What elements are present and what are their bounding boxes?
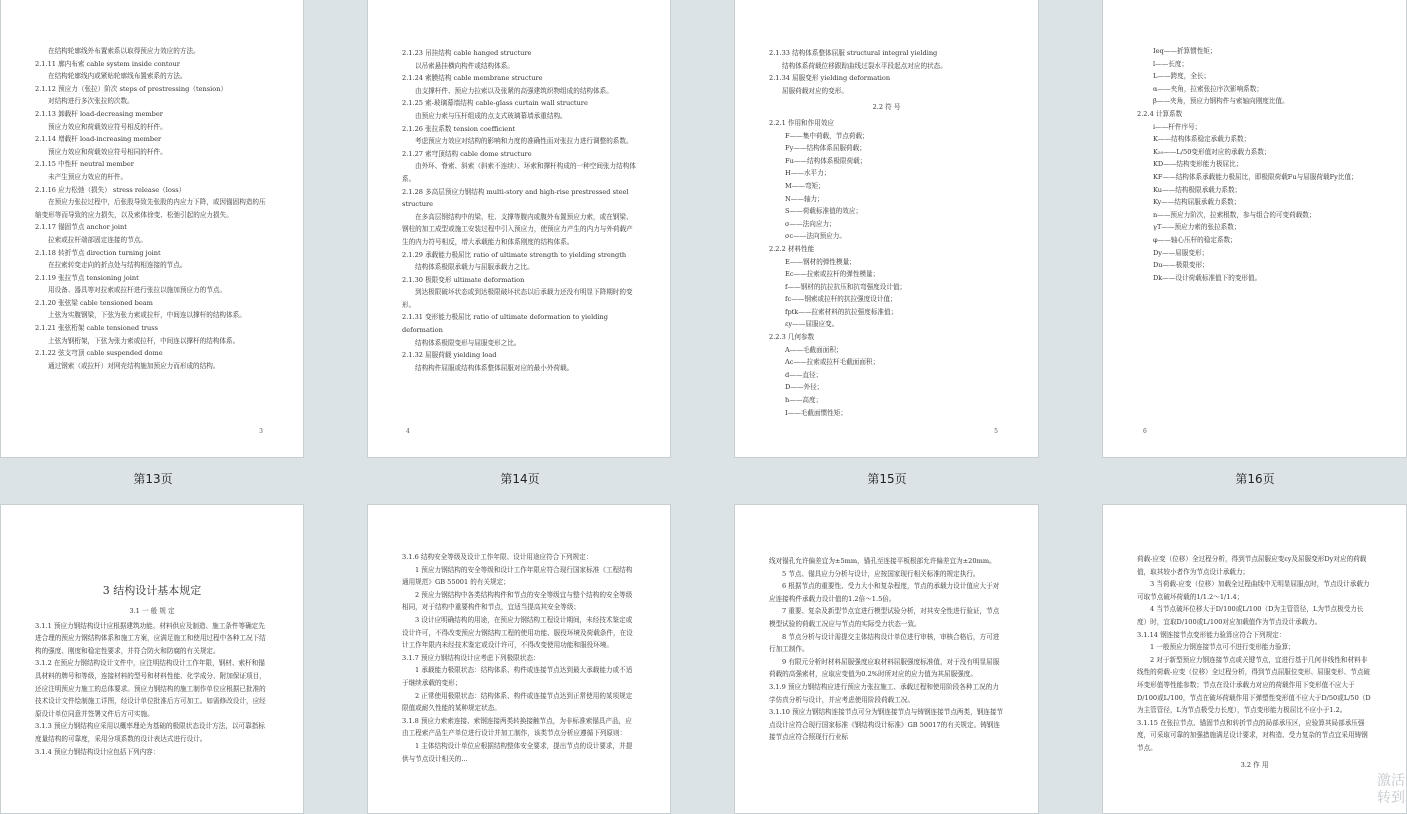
page-19-text: 线对锚孔允许偏差宜为±5mm，锚孔至连接平板根部允许偏差宜为±20mm。 5 节点、锚具应力分析与设计，应按国家现行相关标准的规定执行。 6 根据节点的重要性、受力大小和复杂程度，节点的承载力设计值应大于对应连接构件承载力设计值的1.2倍～1.5倍。 7 重要、复杂及新型节点宜进行模型试验分析，对其安全性进行验证，节点模型试验的荷载工况应与节点的实际受力状态一致。 8 节点分析与设计需提交主体结构设计单位进行审核，审核合格后，方可进行加工制作。 9 有限元分析时材料屈服强度应取材料屈服强度标准值，对于没有明显屈服荷载的高强索材，应取应变值为0.2%时所对应的应力值为其屈服强度。 3.1.9 预应力钢结构应进行预应力张拉施工、承载过程和使用阶段各种工况的力学仿真分析与设计，并应考虑使用阶段荷载工况。 3.1.10 预应力钢结构连接节点可分为钢连接节点与铸钢连接节点两类，钢连接节点设计应符合现行国家标准《钢结构设计标准》GB 50017的有关规定。铸钢连接节点应符合照现行行业标	[769, 557, 1004, 742]
page-17[interactable]	[0, 504, 304, 814]
page-14[interactable]	[367, 0, 671, 458]
page-15[interactable]	[734, 0, 1039, 458]
page-caption-15[interactable]: 第15页	[867, 472, 907, 486]
page-14-text: 2.1.23 吊挂结构 cable hanged structure 以吊索悬挂横向构件或结构体系。 2.1.24 索膜结构 cable membrane structure 由支撑杆件、预应力拉索以及张紧的高强建筑织物组成的结构体系。 2.1.25 索-玻璃幕墙结构 cable-glass curtain wall structure 由预应力索与压杆组成的点支式玻璃幕墙承重结构。 2.1.26 张拉系数 tension coefficient 考虑预应力效应对结构的影响和力度的准确性而对张拉力进行调整的系数。 2.1.27 索穹顶结构 cable dome structure 由外环、脊索、斜索（斜索不连续）、环索和撑杆构成的一种空间张力结构体系。 2.1.28 多高层预应力钢结构 multi-story and high-rise prestressed steel structure 在多高层钢结构中的梁、柱、支撑等腹内或腹外布置预应力索，或在钢梁、钢柱的加工成型或施工安装过程中引入预应力，使预应力产生的内力与外荷载产生的内力符号相反，增大承载能力和体系刚度的结构体系。 2.1.29 承载能力极屈比 ratio of ultimate strength to yielding strength 结构体系极限承载力与屈服承载力之比。 2.1.30 极限变形 ultimate deformation 到达极限破坏状态或到达极限破坏状态以后承载力还没有明显下降期时的变形。 2.1.31 变形能力极屈比 ratio of ultimate deformation to yielding deformation 结构体系极限变形与屈服变形之比。 2.1.32 屈服荷载 yielding load 结构构件屈服或结构体系整体屈服对应的最小外荷载。	[402, 49, 636, 372]
page-caption-14[interactable]: 第14页	[500, 472, 540, 486]
page-caption-13[interactable]: 第13页	[133, 472, 173, 486]
page-18-text: 3.1.6 结构安全等级及设计工作年限、设计用途应符合下列规定： 1 预应力钢结构的安全等级和设计工作年限应符合现行国家标准《工程结构通用规范》GB 55001 的有关规定； 2 预应力钢结构中各类结构构件和节点的安全等级宜与整个结构的安全等级相同，对于结构中重要构件和节点，宜适当提高其安全等级； 3 设计应明确结构的用途，在预应力钢结构工程设计期间，未经技术鉴定或设计许可，不得改变预应力钢结构工程的使用功能、服役环境及荷载条件，在设计工作年限内未经技术鉴定或设计许可，不得改变使用功能和服役环境。 3.1.7 预应力钢结构设计应考虑下列极限状态： 1 承载能力极限状态：结构体系、构件或连接节点达到最大承载能力或不适于继续承载的变形； 2 正常使用极限状态：结构体系、构件或连接节点达到正常使用的某项规定限值或耐久性能的某种规定状态。 3.1.8 预应力索索连接、索钢连接两类转换接触节点，为非标准索锚具产品，应由工程索产品生产单位进行设计并加工制作，该类节点分析应遵循下列原则： 1 主体结构设计单位应根据结构整体安全要求，提出节点的设计要求，并提供与节点设计相关的...	[402, 553, 633, 763]
page-20[interactable]	[1102, 504, 1407, 814]
chapter-title: 3 结构设计基本规定	[102, 584, 202, 597]
page-number: 6	[1143, 428, 1147, 435]
page-number: 5	[994, 428, 998, 435]
page-15-text: 2.1.33 结构体系整体屈服 structural integral yielding 结构体系荷载位移跟踪曲线过裂水平段起点对应的状态。 2.1.34 屈服变形 yielding deformation 屈服荷载对应的变形。 2.2 符 号 2.2.1 作用和作用效应 F——集中荷载，节点荷载； Fy——结构体系屈服荷载； Fu——结构体系极限荷载； H——水平力； M——弯矩； N——轴力； S——荷载标准值的效应； σ——法向应力； σc——法向预应力。 2.2.2 材料性能 E——钢材的弹性模量； Ec——拉索或拉杆的弹性模量； f——钢材的抗拉抗压和抗弯强度设计值； fc——钢索或拉杆的抗拉强度设计值； fptk——拉索材料的抗拉强度标准值； εy——屈服应变。 2.2.3 几何参数 A——毛截面面积； Ac——拉索或拉杆毛截面面积； d——直径； D——外径； h——高度； I——毛截面惯性矩；	[769, 49, 947, 417]
page-16-text: Ieq——折算惯性矩； l——长度； L——跨度，全长； α——夹角，拉索张拉序次影响系数； β——夹角，预应力钢构件与索轴向刚度比值。 2.2.4 计算系数 i——杆件序号； K——结构体系稳定承载力系数； K₅₀——L/50变形值对应的承载力系数； KD——结构变形能力极屈比； KF——结构体系承载能力极屈比，即极限荷载Fu与屈服荷载Fy比值； Ku——结构极限承载力系数； Ky——结构屈服承载力系数； n——预应力阶次，拉索根数，参与组合的可变荷载数； γT——预应力索的张拉系数； φ——轴心压杆的稳定系数； Dy——屈服变形； Du——极限变形； Dk——设计荷载标准值下的变形值。	[1137, 47, 1358, 282]
page-caption-16[interactable]: 第16页	[1235, 472, 1275, 486]
activation-watermark: 激活 转到	[1377, 773, 1405, 806]
page-20-text: 荷载-应变（位移）全过程分析，得到节点屈服应变εy及屈服变形Dy对应的荷载值，取其较小者作为节点设计承载力； 3 当荷载-应变（位移）加载全过程曲线中无明显屈服点时，节点设计承载力可取节点破坏荷载的1/1.2～1/1.4； 4 当节点破坏位移大于D/100或L/100（D为主管管径，L为节点极受力长度）时，宜取D/100或L/100对应加载值作为节点设计承载力。 3.1.14 钢连接节点变形能力验算应符合下列规定： 1 一般预应力钢连接节点可不进行变形能力验算； 2 对于新型预应力钢连接节点或关键节点，宜进行基于几何非线性和材料非线性的荷载-应变（位移）全过程分析，得到节点屈服位变形、屈服变形、节点破坏变形值等性能参数；节点在设计承载力对应的荷载作用下变形值不应大于D/100或L/100，节点在破坏荷载作用下弹塑性变形值不应大于D/50或L/50（D为主管管径，L为节点极受力长度），节点变形能力极屈比不应小于1.2。 3.1.15 在张拉节点、锚固节点和转折节点的局部承压区，应验算其局部承压强度，可采取可靠的加强措施满足设计要求，对构造、受力复杂的节点宜采用铸钢节点。 3.2 作 用	[1137, 555, 1371, 769]
page-19[interactable]	[734, 504, 1039, 814]
page-13-text: 在结构轮廓线外布置索系以取得预应力效应的方法。 2.1.11 廓内布索 cable system inside contour 在结构轮廓线内或紧贴轮廓线布置索系的方法。 2.1.12 预应力（张拉）阶次 steps of prestressing（tension） 对结构进行多次张拉的次数。 2.1.13 卸载杆 load-decreasing member 预应力效应和荷载效应符号相反的杆件。 2.1.14 增载杆 load-increasing member 预应力效应和荷载效应符号相同的杆件。 2.1.15 中性杆 neutral member 未产生预应力效应的杆件。 2.1.16 应力松弛（损失） stress release（loss） 在预应力张拉过程中，后张股导致先张股的内应力下降，或因锚固构造的压缩变形等而导致的应力损失，以及索体徐变、松弛引起的应力损失。 2.1.17 锚固节点 anchor joint 拉索或拉杆端部固定连接的节点。 2.1.18 转折节点 direction turning joint 在拉索转变走向的折点处与结构相连接的节点。 2.1.19 张拉节点 tensioning joint 用设备、器具等对拉索或拉杆进行张拉以施加预应力的节点。 2.1.20 张弦梁 cable tensioned beam 上弦为实腹钢梁，下弦为张力索或拉杆，中间连以撑杆的结构体系。 2.1.21 张弦桁架 cable tensioned truss 上弦为钢桁架，下弦为张力索或拉杆，中间连以撑杆的结构体系。 2.1.22 弦支穹顶 cable suspended dome 通过钢索（或拉杆）对网壳结构施加预应力而形成的结构。	[35, 47, 266, 370]
page-number: 3	[259, 428, 263, 435]
page-18[interactable]	[367, 504, 671, 814]
page-17-text: 3 结构设计基本规定 3.1 一 般 规 定 3.1.1 预应力钢结构设计应根据建筑功能、材料供应及制造、施工条件等确定先进合理的预应力钢结构体系和施工方案，应满足施工和使用过程中各种工况下结构的强度、刚度和稳定性要求，并符合防火和防腐的有关规定。 3.1.2 在预应力钢结构设计文件中，应注明结构设计工作年限，钢材、索杆和锚具材料的牌号和等级，连接材料的型号和材料性能、化学成分、附加保证项目，还应注明预应力施工的总体要求。预应力钢结构的施工制作单位应根据已批准的技术设计文件绘制施工详图，经设计单位批准后方可加工。如需修改设计，应经原设计单位同意并签署文件后方可实施。 3.1.3 预应力钢结构应采用以概率理论为基础的极限状态设计方法，以可靠指标度量结构的可靠度，采用分项系数的设计表达式进行设计。 3.1.4 预应力钢结构设计应包括下列内容：	[1, 505, 303, 758]
page-16[interactable]	[1102, 0, 1407, 458]
page-13[interactable]	[0, 0, 304, 458]
page-number: 4	[406, 428, 410, 435]
